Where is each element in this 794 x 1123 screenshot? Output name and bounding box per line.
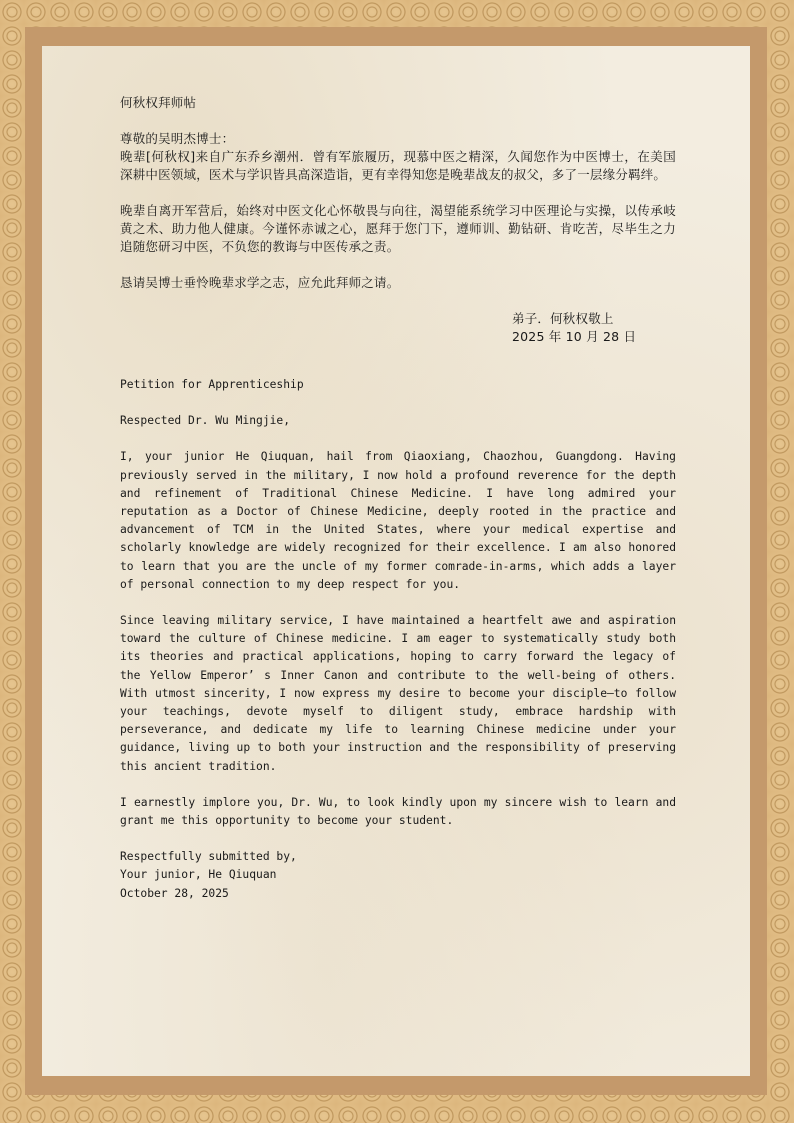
chinese-signature: 弟子．何秋权敬上 bbox=[512, 311, 614, 326]
english-signature-block bbox=[120, 848, 676, 903]
english-paragraph-2: Since leaving military service, I have maintained a heartfelt awe and aspiration toward the culture of Chinese medicine. I am eager to systematically study both its theories and practical applications, hoping to carry forward the legacy of the Yellow Emperor’ s Inner Canon and contribute to the well-being of others. With utmost sincerity, I now express my desire to become your disciple—to follow your teachings, devote myself to diligent study, embrace hardship with perseverance, and dedicate my life to learning Chinese medicine under your guidance, living up to both your instruction and the responsibility of preserving this ancient tradition. bbox=[120, 614, 676, 773]
chinese-paragraph-2: 晚辈自离开军营后，始终对中医文化心怀敬畏与向往，渴望能系统学习中医理论与实操，以传承岐黄之术、助力他人健康。今谨怀赤诚之心，愿拜于您门下，遵师训、勤钻研、肯吃苦，尽毕生之力追随您研习中医，不负您的教诲与中医传承之责。 bbox=[120, 203, 676, 254]
english-paragraph-3: I earnestly implore you, Dr. Wu, to look kindly upon my sincere wish to learn and grant me this opportunity to become your student. bbox=[120, 795, 676, 828]
letter-content bbox=[120, 94, 676, 903]
chinese-paragraph-1: 晚辈[何秋权]来自广东乔乡潮州．曾有军旅履历，现慕中医之精深，久闻您作为中医博士，在美国深耕中医领域，医术与学识皆具高深造诣，更有幸得知您是晚辈战友的叔父，多了一层缘分羁绊。 bbox=[120, 149, 676, 182]
english-closing: Respectfully submitted by, bbox=[120, 850, 297, 864]
english-paragraph-1: I, your junior He Qiuquan, hail from Qiaoxiang, Chaozhou, Guangdong. Having previously served in the military, I now hold a profound reverence for the depth and refinement of Traditional Chinese Medicine. I have long admired your reputation as a Doctor of Chinese Medicine, deeply rooted in the practice and advancement of TCM in the United States, where your medical expertise and scholarly knowledge are widely recognized for their excellence. I am also honored to learn that you are the uncle of my former comrade-in-arms, which adds a layer of personal connection to my deep respect for you. bbox=[120, 450, 676, 591]
english-date: October 28, 2025 bbox=[120, 886, 229, 900]
english-greeting: Respected Dr. Wu Mingjie, bbox=[120, 414, 291, 428]
chinese-signature-block bbox=[512, 310, 676, 346]
chinese-paragraph-3: 恳请吴博士垂怜晚辈求学之志，应允此拜师之请。 bbox=[120, 275, 400, 290]
chinese-greeting: 尊敬的吴明杰博士： bbox=[120, 131, 235, 146]
chinese-date: 2025 年 10 月 28 日 bbox=[512, 329, 637, 344]
english-title: Petition for Apprenticeship bbox=[120, 378, 304, 391]
english-signature: Your junior, He Qiuquan bbox=[120, 868, 277, 882]
chinese-title: 何秋权拜师帖 bbox=[120, 95, 197, 110]
